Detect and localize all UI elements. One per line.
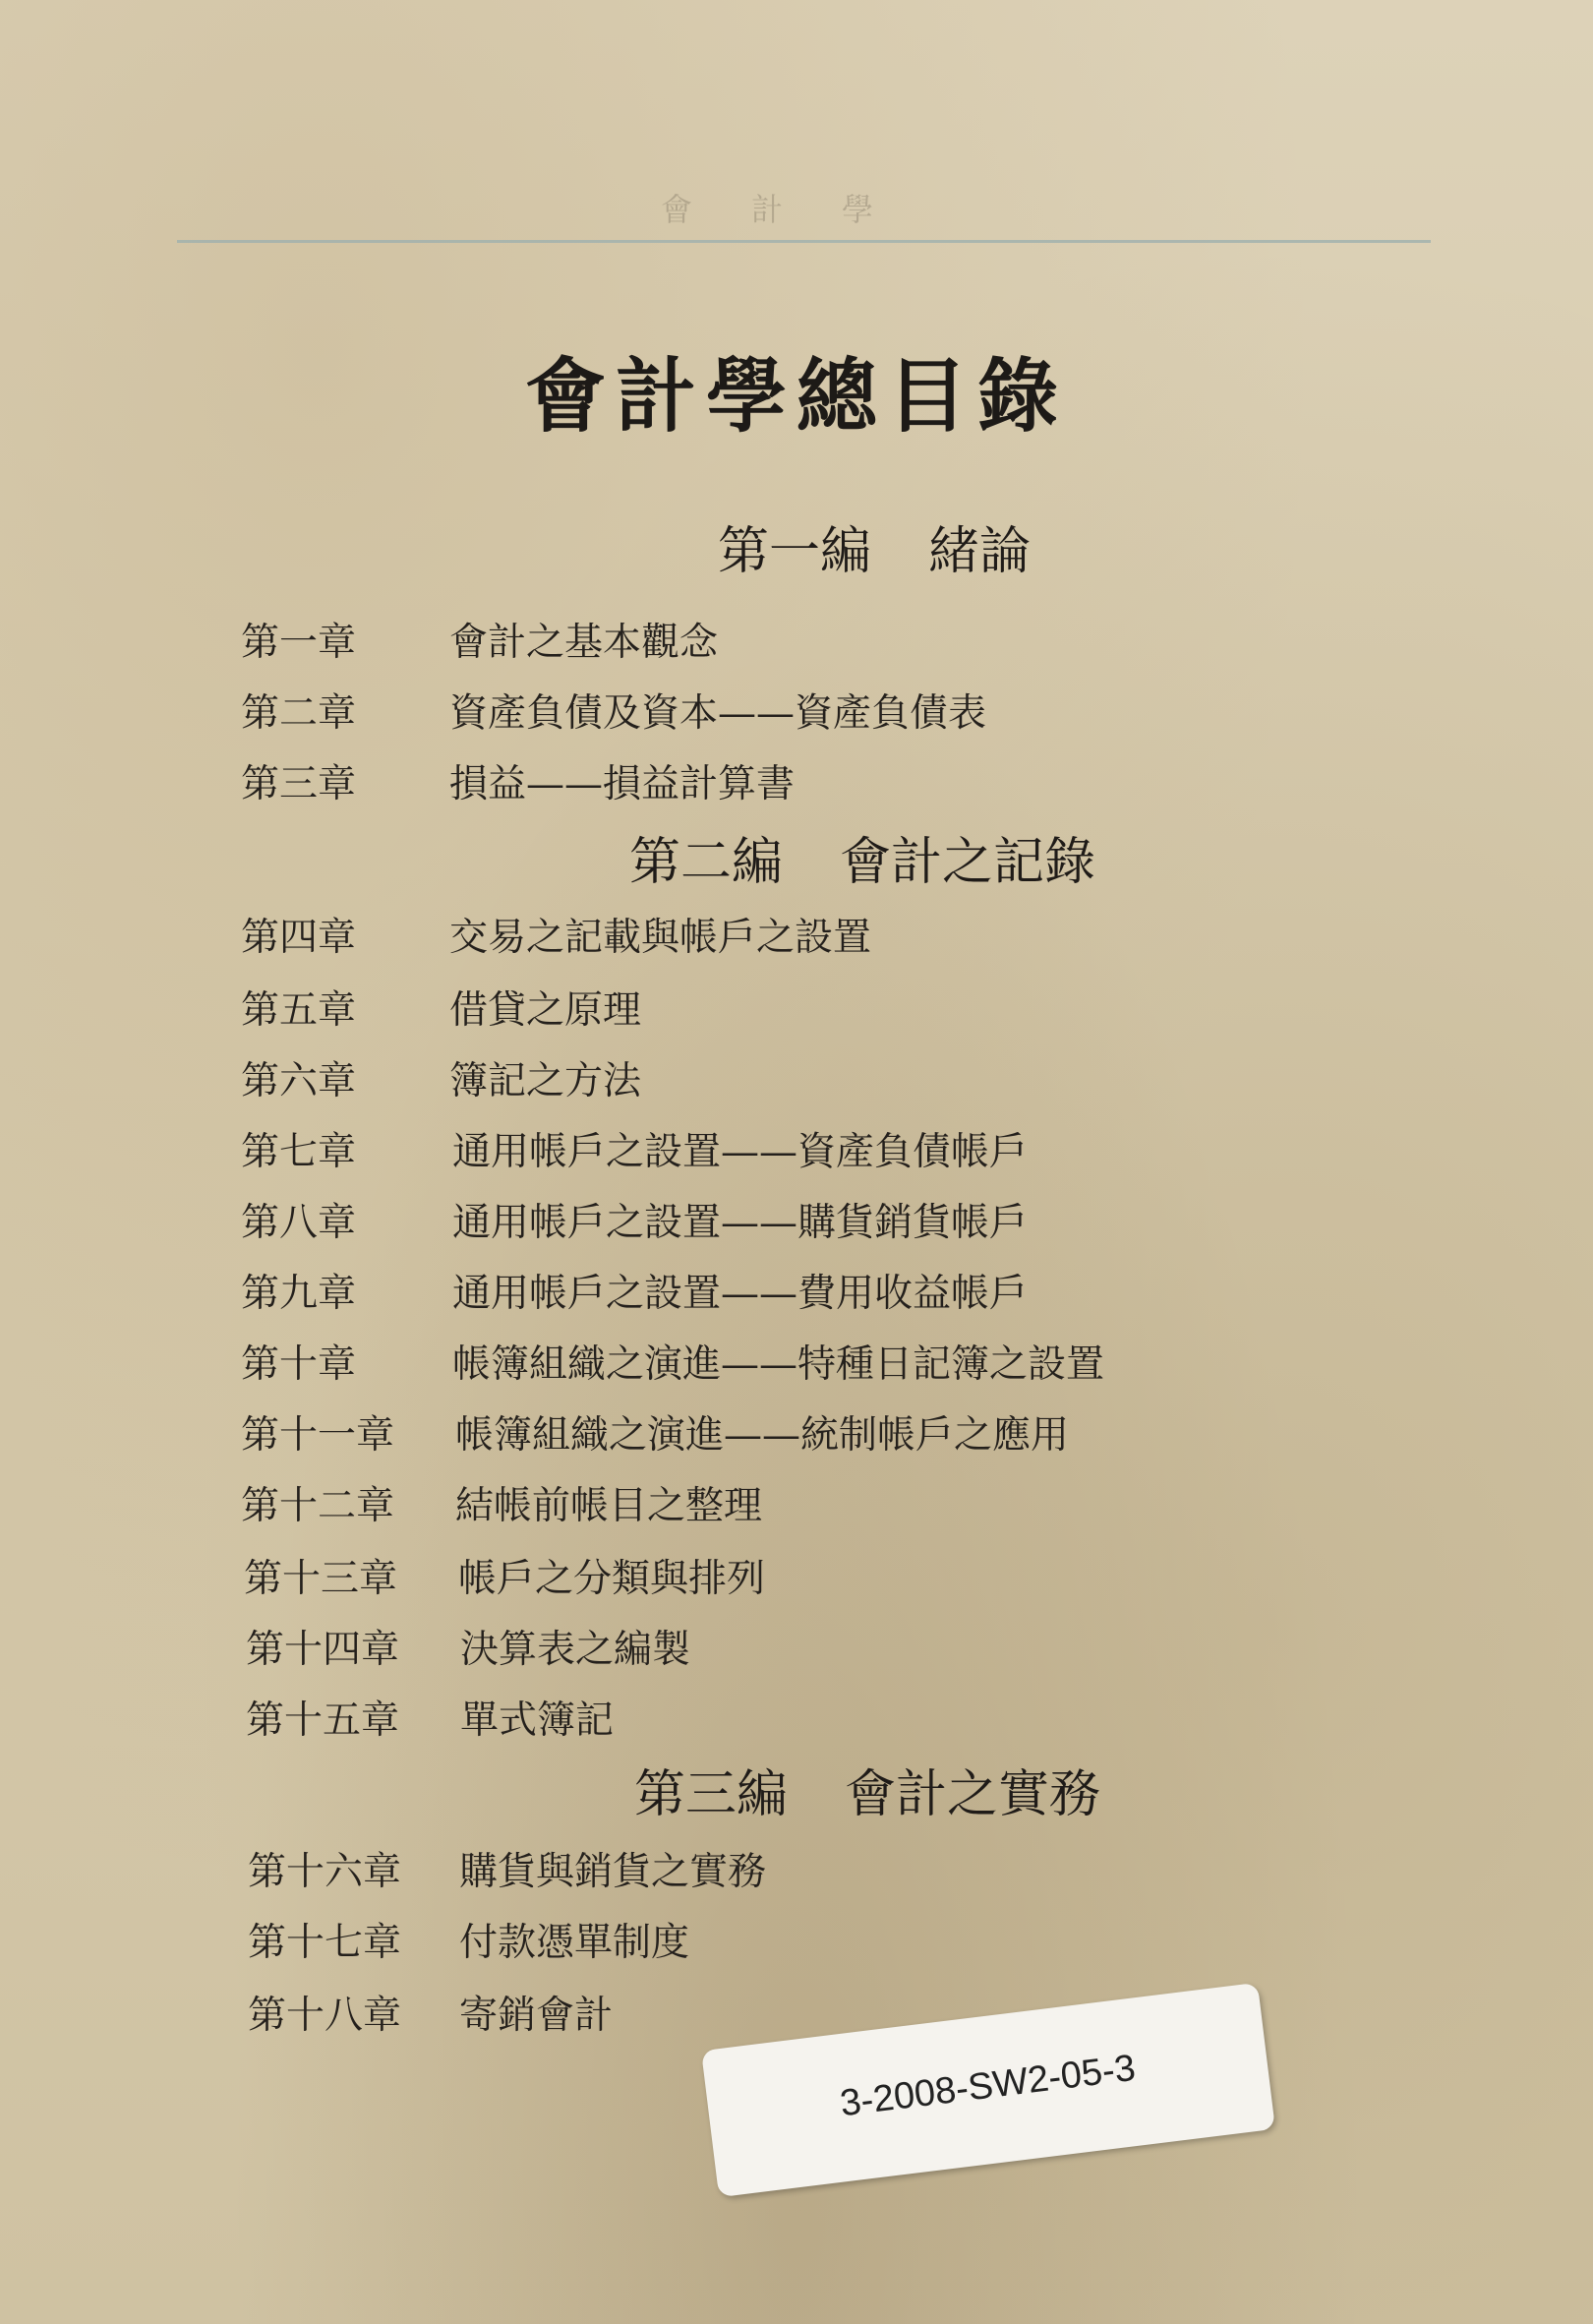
part-heading-2: [629, 820, 1095, 894]
chapter-number: 第三章: [241, 762, 357, 806]
chapter-number: 第十三章: [244, 1557, 398, 1601]
chapter-number: 第八章: [241, 1201, 357, 1245]
part-heading-1: [718, 509, 1031, 583]
chapter-title: 帳戶之分類與排列: [458, 1557, 766, 1601]
part-number: 第三編: [634, 1765, 789, 1824]
chapter-number: 第十七章: [248, 1921, 402, 1965]
running-header: 會計學: [660, 191, 932, 228]
chapter-title: 交易之記載與帳戶之設置: [449, 916, 872, 960]
chapter-title: 付款憑單制度: [459, 1921, 690, 1965]
chapter-number: 第一章: [241, 621, 357, 665]
chapter-title: 通用帳戶之設置——資產負債帳戶: [452, 1130, 1029, 1174]
chapter-number: 第六章: [241, 1059, 357, 1103]
label-text: 3-2008-SW2-05-3: [838, 2047, 1138, 2125]
chapter-number: 第十八章: [248, 1994, 402, 2038]
part-name: 緒論: [928, 522, 1032, 581]
chapter-number: 第二章: [241, 691, 357, 736]
chapter-number: 第五章: [241, 988, 357, 1033]
part-heading-3: [634, 1753, 1100, 1826]
chapter-title: 結帳前帳目之整理: [455, 1484, 763, 1528]
chapter-title: 購貨與銷貨之實務: [459, 1850, 767, 1894]
chapter-number: 第七章: [241, 1130, 357, 1174]
chapter-title: 資產負債及資本——資產負債表: [449, 691, 987, 736]
part-name: 會計之記錄: [840, 833, 1096, 892]
chapter-title: 通用帳戶之設置——購貨銷貨帳戶: [452, 1201, 1029, 1245]
chapter-number: 第九章: [241, 1272, 357, 1316]
chapter-number: 第十二章: [241, 1484, 395, 1528]
chapter-title: 借貸之原理: [449, 988, 642, 1033]
chapter-title: 簿記之方法: [449, 1059, 642, 1103]
chapter-title: 帳簿組織之演進——特種日記簿之設置: [452, 1342, 1105, 1387]
chapter-number: 第十六章: [248, 1850, 402, 1894]
chapter-title: 會計之基本觀念: [449, 621, 719, 665]
library-label: [701, 1983, 1275, 2197]
part-number: 第二編: [629, 833, 784, 892]
page-title: 會計學總目錄: [524, 349, 1068, 444]
chapter-title: 通用帳戶之設置——費用收益帳戶: [452, 1272, 1029, 1316]
chapter-number: 第十章: [241, 1342, 357, 1387]
chapter-number: 第十一章: [241, 1413, 395, 1458]
part-number: 第一編: [718, 522, 872, 581]
chapter-title: 單式簿記: [460, 1698, 615, 1743]
chapter-number: 第十四章: [246, 1628, 400, 1672]
chapter-title: 決算表之編製: [460, 1628, 691, 1672]
chapter-number: 第十五章: [246, 1698, 400, 1743]
part-name: 會計之實務: [845, 1765, 1101, 1824]
header-rule: [177, 240, 1431, 243]
chapter-title: 帳簿組織之演進——統制帳戶之應用: [455, 1413, 1070, 1458]
chapter-title: 寄銷會計: [459, 1994, 614, 2038]
chapter-number: 第四章: [241, 916, 357, 960]
chapter-title: 損益——損益計算書: [449, 762, 796, 806]
